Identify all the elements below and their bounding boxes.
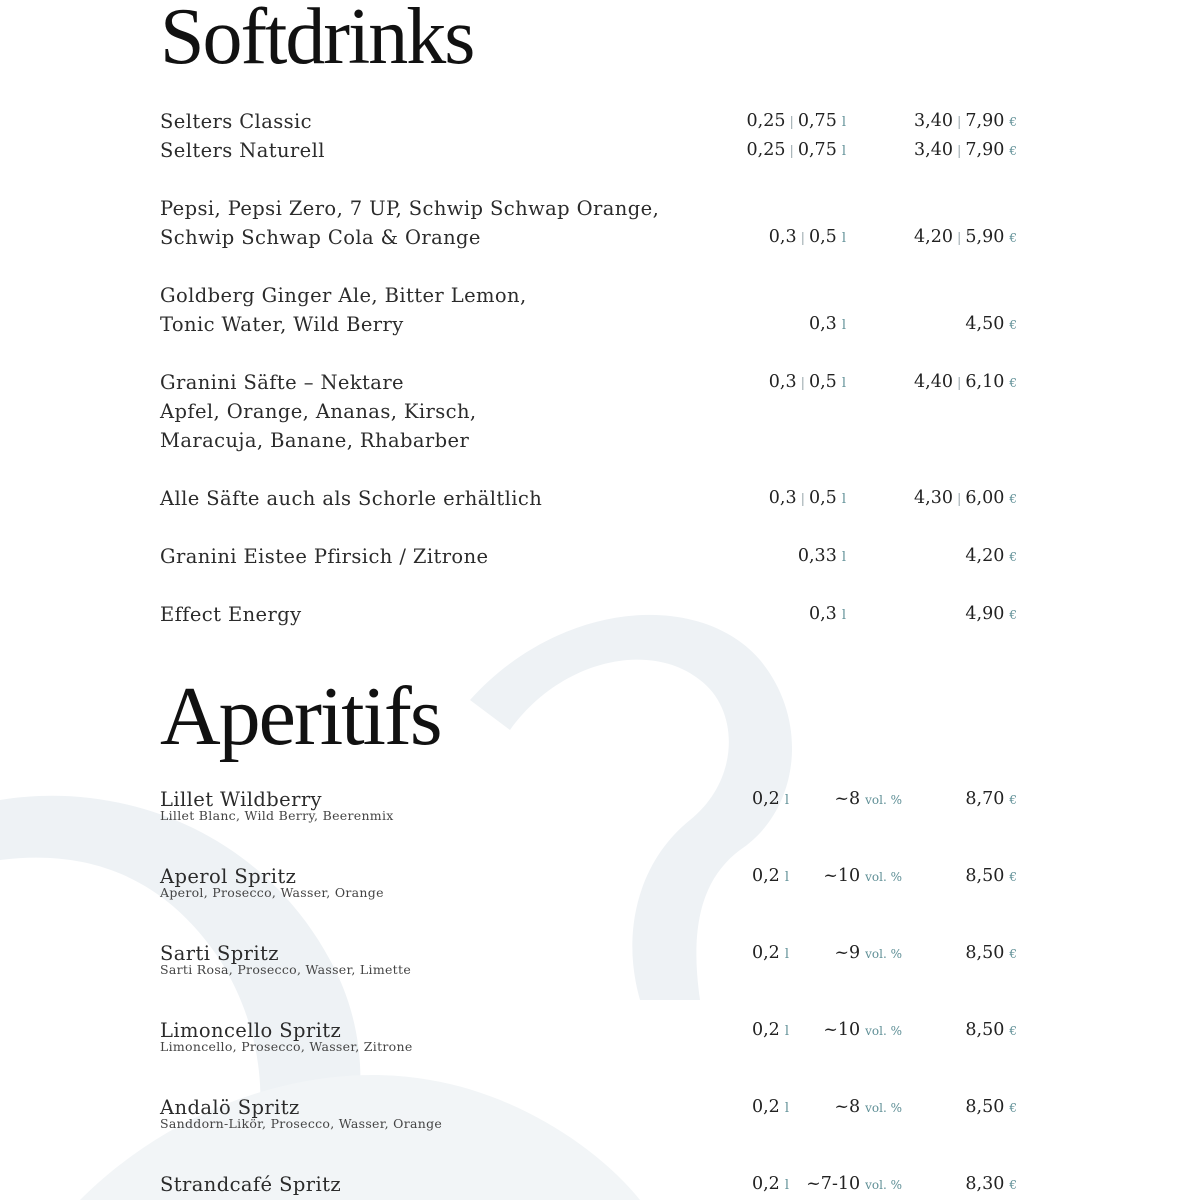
item-abv-unit: vol. % [865,1024,902,1038]
item-abv-unit: vol. % [865,1101,902,1115]
item-price-value: 7,90 [965,111,1005,131]
item-volume [769,223,846,253]
item-abv [834,1093,902,1123]
item-price-unit: € [1009,144,1017,158]
item-volume-value: 0,33 [797,546,837,566]
item-volume-value: 0,75 [797,111,837,131]
item-volume-value: 0,75 [797,140,837,160]
item-price [965,785,1017,815]
aperitifs-heading: Aperitifs [160,670,441,763]
item-price [965,1170,1017,1200]
item-volume [752,1170,789,1200]
item-volume-value: 0,25 [746,140,786,160]
item-volume [809,600,846,630]
item-volume [769,368,846,398]
item-name-line: Sarti Spritz [160,942,279,965]
item-price-unit: € [1009,376,1017,390]
item-price-unit: € [1009,492,1017,506]
item-price-value: 6,00 [965,488,1005,508]
item-price-value: 5,90 [965,227,1005,247]
item-price-unit: € [1009,870,1017,884]
separator: | [789,144,794,159]
item-price-value: 4,50 [965,314,1005,334]
item-price-value: 8,70 [965,789,1005,809]
item-price-value: 3,40 [914,140,953,160]
item-volume [752,939,789,969]
item-volume [747,107,847,137]
separator: | [789,115,794,130]
item-price [914,484,1017,514]
item-volume [752,862,789,892]
item-name [160,136,325,165]
item-price [965,600,1017,630]
item-price [965,542,1017,572]
item-name-line: Selters Classic [160,110,312,133]
item-price-value: 3,40 [914,111,953,131]
item-name [160,600,302,629]
item-volume-value: 0,2 [751,866,780,886]
item-price [965,939,1017,969]
item-price-unit: € [1009,318,1017,332]
separator: | [957,231,962,246]
item-price-value: 4,40 [914,372,953,392]
item-price-unit: € [1009,550,1017,564]
item-volume-unit: l [841,550,846,565]
separator: | [957,144,962,159]
separator: | [800,492,805,507]
item-volume-unit: l [841,492,846,507]
item-price [965,862,1017,892]
item-name-line: Tonic Water, Wild Berry [160,313,404,336]
item-abv [806,1170,902,1200]
item-price-unit: € [1009,231,1017,245]
item-name [160,194,659,252]
item-price-value: 4,30 [914,488,953,508]
separator: | [800,376,805,391]
item-price-value: 4,90 [965,604,1005,624]
item-name-line: Strandcafé Spritz [160,1173,341,1196]
item-volume [809,310,846,340]
item-volume-value: 0,5 [808,372,837,392]
item-name [160,484,542,513]
item-volume [752,1093,789,1123]
item-price-value: 7,90 [965,140,1005,160]
item-volume-unit: l [841,115,846,130]
item-volume-unit: l [841,608,846,623]
item-name-line: Lillet Wildberry [160,788,322,811]
item-price [965,1093,1017,1123]
item-abv [823,862,902,892]
item-price-value: 6,10 [965,372,1005,392]
item-name-line: Limoncello Spritz [160,1019,342,1042]
item-price-value: 8,50 [965,1020,1005,1040]
item-abv-value: ~10 [823,1020,861,1040]
item-price-unit: € [1009,1101,1017,1115]
item-price [965,310,1017,340]
item-abv-unit: vol. % [865,793,902,807]
item-price-value: 8,50 [965,943,1005,963]
item-volume-value: 0,3 [808,314,837,334]
item-name-line: Andalö Spritz [160,1096,300,1119]
item-price-unit: € [1009,793,1017,807]
separator: | [957,376,962,391]
item-volume-value: 0,2 [751,1174,780,1194]
item-volume-value: 0,5 [808,488,837,508]
item-volume [798,542,846,572]
item-volume-unit: l [841,231,846,246]
item-volume-unit: l [784,870,789,885]
item-volume-unit: l [841,144,846,159]
softdrinks-heading: Softdrinks [160,0,474,81]
item-volume-unit: l [784,1024,789,1039]
item-price-value: 4,20 [965,546,1005,566]
item-abv-value: ~7-10 [806,1174,861,1194]
item-price-value: 8,30 [965,1174,1005,1194]
item-volume [752,785,789,815]
item-name-line: Aperol Spritz [160,865,297,888]
item-name-line: Goldberg Ginger Ale, Bitter Lemon, [160,284,527,307]
item-price-unit: € [1009,1178,1017,1192]
item-volume [747,136,847,166]
item-volume-unit: l [841,376,846,391]
item-volume-value: 0,2 [751,789,780,809]
item-abv [834,785,902,815]
item-abv-unit: vol. % [865,1178,902,1192]
item-abv-value: ~9 [834,943,861,963]
item-volume-value: 0,2 [751,1020,780,1040]
item-name [160,1170,341,1199]
item-price-unit: € [1009,608,1017,622]
item-name-line: Apfel, Orange, Ananas, Kirsch, [160,400,477,423]
separator: | [800,231,805,246]
item-price [914,136,1017,166]
item-ingredients: Sanddorn-Likör, Prosecco, Wasser, Orange [160,1116,443,1131]
item-abv [823,1016,902,1046]
item-abv-value: ~8 [834,789,861,809]
item-volume [752,1016,789,1046]
item-name [160,281,527,339]
item-price-value: 4,20 [914,227,953,247]
item-volume-unit: l [784,947,789,962]
item-name [160,542,488,571]
item-name-line: Granini Säfte – Nektare [160,371,404,394]
item-price-unit: € [1009,115,1017,129]
item-abv-value: ~10 [823,866,861,886]
item-name-line: Schwip Schwap Cola & Orange [160,226,481,249]
item-abv-unit: vol. % [865,870,902,884]
item-name-line: Selters Naturell [160,139,325,162]
item-volume-unit: l [784,1178,789,1193]
item-ingredients: Limoncello, Prosecco, Wasser, Zitrone [160,1039,413,1054]
item-abv-value: ~8 [834,1097,861,1117]
item-volume-unit: l [841,318,846,333]
item-volume-value: 0,3 [768,372,797,392]
item-ingredients: Aperol, Prosecco, Wasser, Orange [160,885,384,900]
item-price-unit: € [1009,1024,1017,1038]
item-name-line: Pepsi, Pepsi Zero, 7 UP, Schwip Schwap Orange, [160,197,660,220]
separator: | [957,115,962,130]
item-price-value: 8,50 [965,866,1005,886]
item-price [914,368,1017,398]
item-volume-unit: l [784,1101,789,1116]
item-volume-value: 0,2 [751,1097,780,1117]
item-price [965,1016,1017,1046]
item-volume-value: 0,3 [768,227,797,247]
item-name-line: Effect Energy [160,603,302,626]
item-name [160,368,477,455]
item-volume-value: 0,3 [808,604,837,624]
item-volume-value: 0,2 [751,943,780,963]
item-price-unit: € [1009,947,1017,961]
item-volume-value: 0,5 [808,227,837,247]
item-price [914,107,1017,137]
item-name-line: Maracuja, Banane, Rhabarber [160,429,470,452]
item-price-value: 8,50 [965,1097,1005,1117]
item-price [914,223,1017,253]
item-ingredients: Sarti Rosa, Prosecco, Wasser, Limette [160,962,412,977]
item-abv-unit: vol. % [865,947,902,961]
item-abv [834,939,902,969]
item-name-line: Granini Eistee Pfirsich / Zitrone [160,545,489,568]
item-name [160,107,312,136]
item-volume-value: 0,3 [768,488,797,508]
separator: | [957,492,962,507]
item-volume-unit: l [784,793,789,808]
item-ingredients: Lillet Blanc, Wild Berry, Beerenmix [160,808,394,823]
item-volume [769,484,846,514]
item-volume-value: 0,25 [746,111,786,131]
item-name-line: Alle Säfte auch als Schorle erhältlich [160,487,543,510]
